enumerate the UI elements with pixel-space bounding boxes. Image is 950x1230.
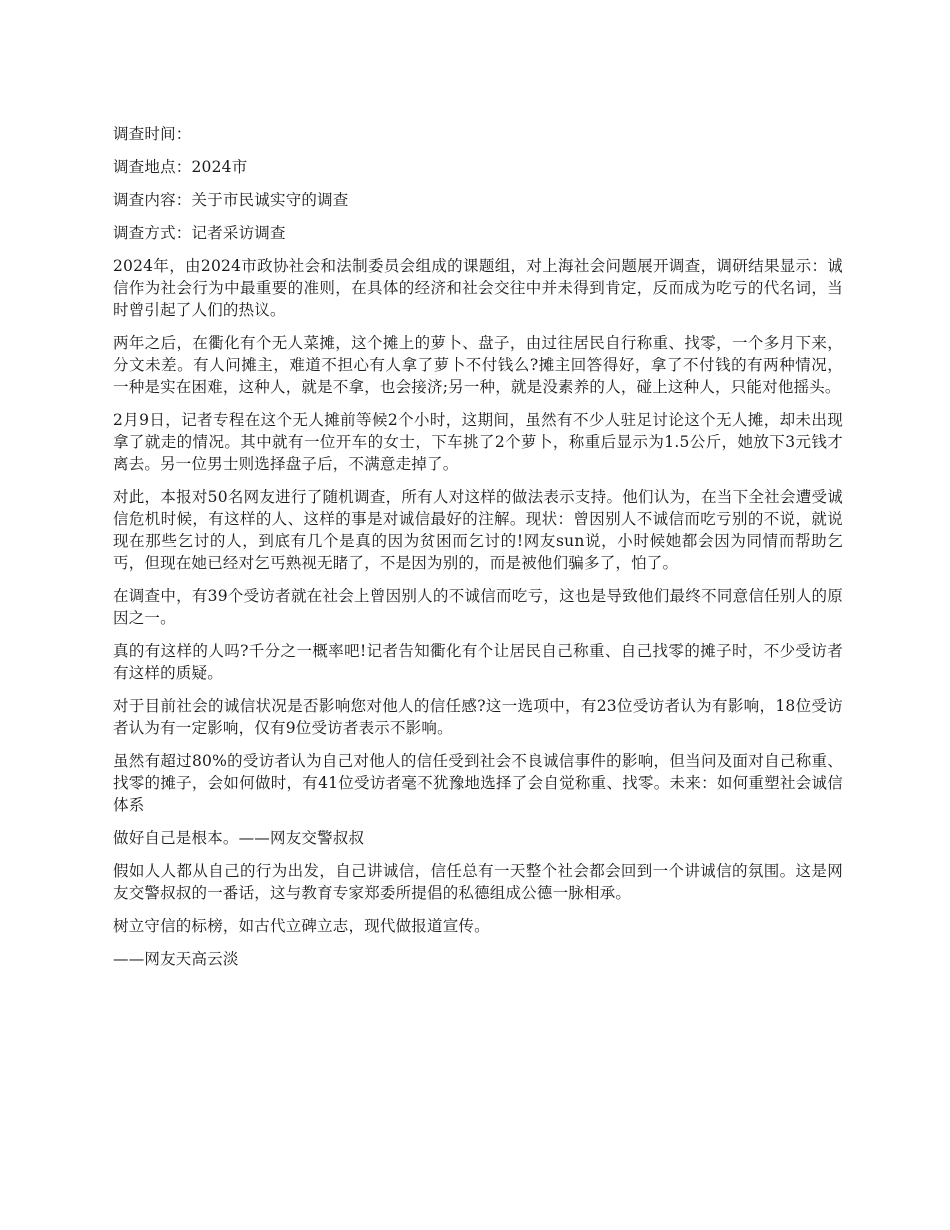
paragraph-netizen-survey: 对此，本报对50名网友进行了随机调查，所有人对这样的做法表示支持。他们认为，在当下全社会遭受诚信危机时候，有这样的人、这样的事是对诚信最好的注解。现状：曾因别人不诚信而吃亏别的不说，就说现在那些乞讨的人，到底有几个是真的因为贫困而乞讨的!网友sun说，小时候她都会因为同情而帮助乞丐，但现在她已经对乞丐熟视无睹了，不是因为别的，而是被他们骗多了，怕了。 xyxy=(113,488,843,572)
survey-time-line: 调查时间： xyxy=(113,125,192,143)
paragraph-background: 2024年，由2024市政协社会和法制委员会组成的课题组，对上海社会问题展开调查，调研结果显示：诚信作为社会行为中最重要的准则，在具体的经济和社会交往中并未得到肯定，反而成为吃亏的代名词，当时曾引起了人们的热议。 xyxy=(113,257,843,319)
quote-do-yourself: 做好自己是根本。——网友交警叔叔 xyxy=(113,829,365,847)
survey-content-line: 调查内容：关于市民诚实守的调查 xyxy=(113,191,349,209)
paragraph-unmanned-stall: 两年之后，在衢化有个无人菜摊，这个摊上的萝卜、盘子，由过往居民自行称重、找零，一个多月下来，分文未差。有人问摊主，难道不担心有人拿了萝卜不付钱么?摊主回答得好，拿了不付钱的有两种情况，一种是实在困难，这种人，就是不拿，也会接济;另一种，就是没素养的人，碰上这种人，只能对他摇头。 xyxy=(113,334,843,396)
paragraph-future: 虽然有超过80%的受访者认为自己对他人的信任受到社会不良诚信事件的影响，但当问及面对自己称重、找零的摊子，会如何做时，有41位受访者毫不犹豫地选择了会自觉称重、找零。未来：如何重塑社会诚信体系 xyxy=(113,752,843,814)
document-body xyxy=(113,123,843,981)
paragraph-survey-result: 在调查中，有39个受访者就在社会上曾因别人的不诚信而吃亏，这也是导致他们最终不同意信任别人的原因之一。 xyxy=(113,587,843,627)
survey-location-line: 调查地点：2024市 xyxy=(113,158,248,176)
quote-attribution: ——网友天高云淡 xyxy=(113,950,239,968)
paragraph-reporter-visit: 2月9日，记者专程在这个无人摊前等候2个小时，这期间，虽然有不少人驻足讨论这个无人摊，却未出现拿了就走的情况。其中就有一位开车的女士，下车挑了2个萝卜，称重后显示为1.5公斤，她放下3元钱才离去。另一位男士则选择盘子后，不满意走掉了。 xyxy=(113,411,843,473)
paragraph-doubt: 真的有这样的人吗?千分之一概率吧!记者告知衢化有个让居民自己称重、自己找零的摊子时，不少受访者有这样的质疑。 xyxy=(113,642,843,682)
survey-method-line: 调查方式：记者采访调查 xyxy=(113,224,286,242)
paragraph-trust-impact: 对于目前社会的诚信状况是否影响您对他人的信任感?这一选项中，有23位受访者认为有影响，18位受访者认为有一定影响，仅有9位受访者表示不影响。 xyxy=(113,697,843,737)
paragraph-role-model: 树立守信的标榜，如古代立碑立志，现代做报道宣传。 xyxy=(113,917,490,935)
paragraph-everyone-honest: 假如人人都从自己的行为出发，自己讲诚信，信任总有一天整个社会都会回到一个讲诚信的氛围。这是网友交警叔叔的一番话，这与教育专家郑委所提倡的私德组成公德一脉相承。 xyxy=(113,862,843,902)
